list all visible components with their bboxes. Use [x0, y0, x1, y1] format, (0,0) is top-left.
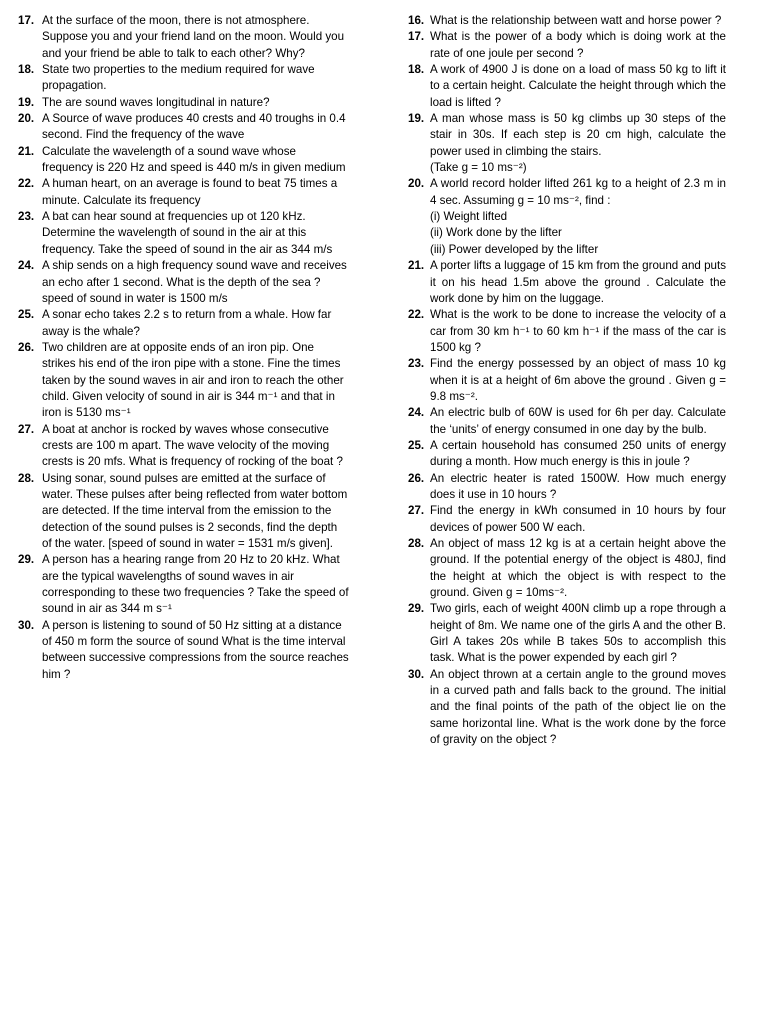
question-text: Find the energy in kWh consumed in 10 hours by four devices of power 500 W each. [430, 504, 726, 534]
question-number: 25. [408, 438, 425, 452]
question-number: 30. [18, 618, 35, 632]
question-text: An electric heater is rated 1500W. How much energy does it use in 10 hours ? [430, 471, 726, 501]
question-item [408, 601, 726, 666]
question-number: 30. [408, 667, 425, 681]
question-number: 28. [18, 471, 35, 485]
question-item [18, 422, 350, 471]
question-number: 27. [408, 504, 425, 518]
question-text: Calculate the wavelength of a sound wave whose frequency is 220 Hz and speed is 440 m/s in given medium [42, 144, 346, 175]
question-text: A man whose mass is 50 kg climbs up 30 steps of the stair in 30s. If each step is 20 cm high, calculate the power used in climbing the stairs. [430, 112, 726, 158]
question-number: 23. [18, 210, 35, 224]
question-number: 27. [18, 422, 35, 436]
question-text: A world record holder lifted 261 kg to a height of 2.3 m in 4 sec. Assuming g = 10 ms⁻², find : [430, 177, 726, 207]
question-text: Two children are at opposite ends of an iron pip. One strikes his end of the iron pipe with a stone. Fine the times taken by the sound waves in air and iron to reach the other child. Given velocity of sound in air is 344 m⁻¹ and that in iron is 5130 ms⁻¹ [42, 340, 344, 420]
question-item [18, 209, 350, 258]
question-text: An object thrown at a certain angle to the ground moves in a curved path and falls back to the ground. The initial and the final points of the path of the object lie on the same horizontal line. What is the work done by the force of gravity on the object ? [430, 667, 726, 747]
question-number: 17. [408, 30, 425, 44]
question-item [18, 95, 350, 111]
question-item [408, 471, 726, 504]
question-number: 20. [408, 177, 425, 191]
question-text: A human heart, on an average is found to beat 75 times a minute. Calculate its frequency [42, 177, 338, 207]
question-text: Find the energy possessed by an object of mass 10 kg when it is at a height of 6m above the ground . Given g = 9.8 ms⁻². [430, 357, 726, 403]
question-number: 21. [18, 144, 35, 158]
question-text: A ship sends on a high frequency sound wave and receives an echo after 1 second. What is the depth of the sea ? speed of sound in water is 1500 m/s [42, 259, 347, 305]
question-text: State two properties to the medium required for wave propagation. [42, 63, 315, 93]
question-item [408, 405, 726, 438]
question-text: A work of 4900 J is done on a load of mass 50 kg to lift it to a certain height. Calculate the height through which the load is lifted ? [430, 63, 726, 109]
question-text: A person is listening to sound of 50 Hz sitting at a distance of 450 m form the source of sound What is the time interval between successive compressions from the source reaches him ? [42, 618, 349, 681]
question-item [18, 618, 350, 683]
sub-question: (iii) Power developed by the lifter [430, 242, 599, 256]
question-text: A Source of wave produces 40 crests and 40 troughs in 0.4 second. Find the frequency of the wave [42, 112, 346, 142]
question-text: Using sonar, sound pulses are emitted at the surface of water. These pulses after being reflected from water bottom are detected. If the time interval from the emission to the detection of the sound pulses is 2 seconds, find the depth of the water. [speed of sound in water = 1531 m/s given]. [42, 471, 348, 550]
sub-question: (i) Weight lifted [430, 210, 508, 224]
question-item [408, 258, 726, 307]
question-number: 18. [408, 63, 425, 77]
question-body [430, 176, 726, 258]
question-text: An electric bulb of 60W is used for 6h per day. Calculate the ‘units’ of energy consumed in one day by the bulb. [430, 406, 726, 436]
question-text: A sonar echo takes 2.2 s to return from a whale. How far away is the whale? [42, 308, 332, 338]
question-item [18, 176, 350, 209]
question-number: 24. [18, 259, 35, 273]
right-question-column [408, 13, 726, 748]
question-item [408, 62, 726, 111]
question-item [408, 503, 726, 536]
question-number: 17. [18, 14, 35, 27]
question-item [18, 144, 350, 177]
question-item [408, 13, 726, 29]
question-number: 29. [408, 602, 425, 616]
question-text: The are sound waves longitudinal in nature? [42, 95, 270, 109]
question-note: (Take g = 10 ms⁻²) [430, 161, 527, 175]
question-item [18, 258, 350, 307]
sub-question: (ii) Work done by the lifter [430, 226, 562, 240]
question-number: 19. [18, 95, 35, 109]
question-text: A bat can hear sound at frequencies up ot 120 kHz. Determine the wavelength of sound in the air at this frequency. Take the speed of sound in the air as 344 m/s [42, 210, 333, 256]
question-number: 22. [18, 177, 35, 191]
question-item [408, 438, 726, 471]
question-text: At the surface of the moon, there is not atmosphere. Suppose you and your friend land on the moon. Would you and your friend be able to talk to each other? Why? [42, 14, 345, 60]
question-item [18, 340, 350, 422]
question-number: 21. [408, 259, 425, 273]
question-text: A person has a hearing range from 20 Hz to 20 kHz. What are the typical wavelengths of sound waves in air corresponding to these two frequencies ? Take the speed of sound in air as 344 m s⁻¹ [42, 553, 349, 616]
question-item [18, 62, 350, 95]
left-question-column [18, 13, 350, 683]
question-item [18, 552, 350, 617]
question-item [18, 307, 350, 340]
question-number: 22. [408, 308, 425, 322]
question-number: 26. [18, 340, 35, 354]
question-number: 16. [408, 14, 425, 27]
question-item [408, 176, 726, 258]
question-item [408, 111, 726, 176]
question-item [408, 536, 726, 601]
question-text: What is the relationship between watt and horse power ? [430, 14, 722, 27]
question-text: What is the power of a body which is doing work at the rate of one joule per second ? [430, 30, 726, 60]
question-text: Two girls, each of weight 400N climb up a rope through a height of 8m. We name one of the girls A and the other B. Girl A takes 20s while B takes 50s to accomplish this task. What is the power expended by each girl ? [430, 602, 726, 665]
question-number: 20. [18, 112, 35, 126]
question-item [408, 667, 726, 749]
question-text: A certain household has consumed 250 units of energy during a month. How much energy is this in joule ? [430, 438, 726, 469]
question-number: 25. [18, 308, 35, 322]
question-item [408, 356, 726, 405]
question-number: 19. [408, 112, 425, 126]
question-item [18, 111, 350, 144]
question-number: 28. [408, 537, 425, 550]
question-number: 18. [18, 63, 35, 77]
question-number: 29. [18, 553, 35, 567]
question-item [408, 29, 726, 62]
question-item [18, 471, 350, 553]
question-number: 23. [408, 357, 425, 371]
question-text: A porter lifts a luggage of 15 km from the ground and puts it on his head 1.5m above the ground . Calculate the work done by him on the luggage. [430, 259, 726, 305]
question-text: A boat at anchor is rocked by waves whose consecutive crests are 100 m apart. The wave velocity of the moving crests is 20 mfs. What is frequency of rocking of the boat ? [42, 422, 343, 469]
question-text: An object of mass 12 kg is at a certain height above the ground. If the potential energy of the object is 480J, find the height at which the object is with respect to the ground. Given g = 10ms⁻². [430, 537, 726, 600]
question-text: What is the work to be done to increase the velocity of a car from 30 km h⁻¹ to 60 km h⁻¹ if the mass of the car is 1500 kg ? [430, 308, 726, 354]
question-body [430, 111, 726, 176]
question-number: 26. [408, 471, 425, 485]
question-item [18, 13, 350, 62]
question-number: 24. [408, 406, 425, 420]
question-item [408, 307, 726, 356]
